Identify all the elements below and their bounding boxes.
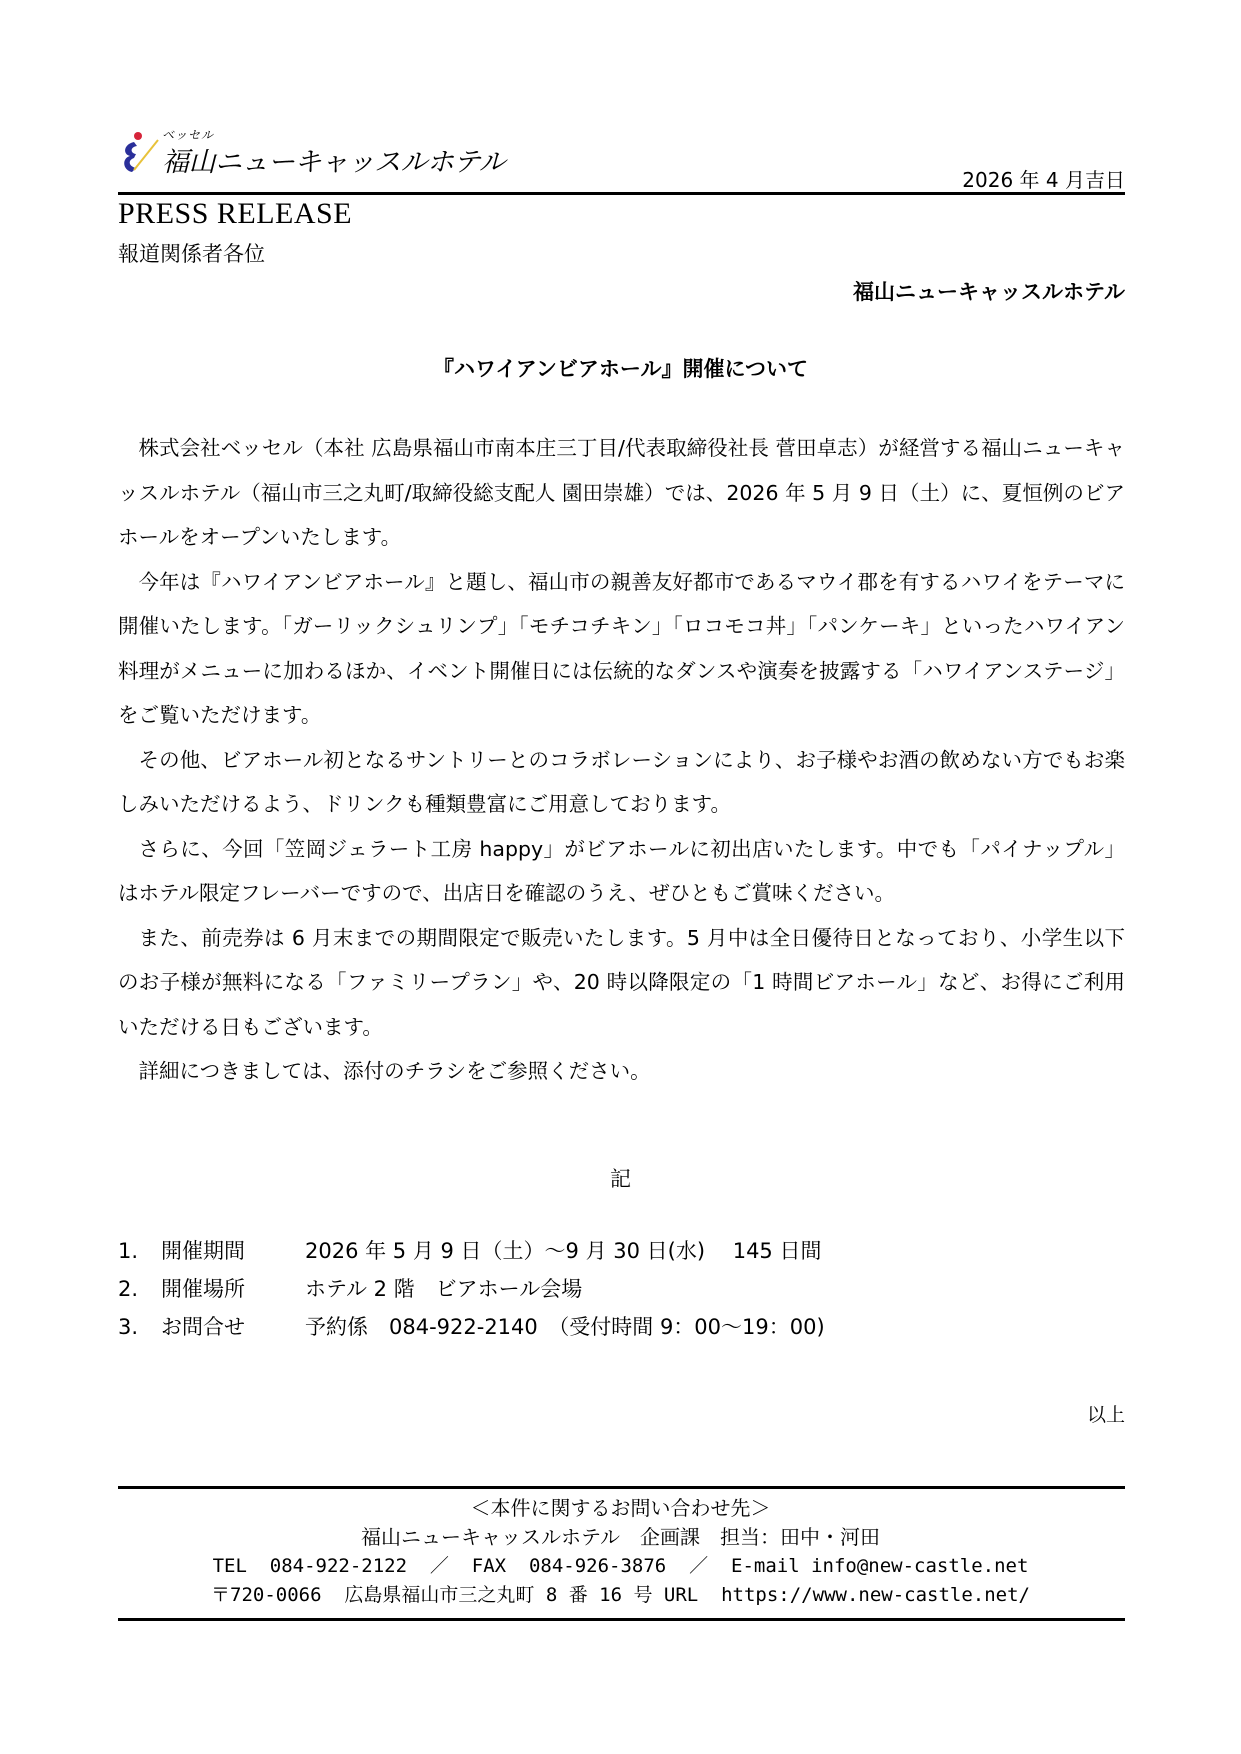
contact-heading: ＜本件に関するお問い合わせ先＞: [470, 1496, 771, 1520]
logo-kana: ベッセル: [162, 128, 215, 142]
contact-tel-fax-email: TEL 084-922-2122 ／ FAX 084-926-3876 ／ E-mail info@new-castle.net: [212, 1555, 1029, 1577]
issue-date: 2026 年 4 月吉日: [962, 168, 1125, 192]
body-paragraph: 詳細につきましては、添付のチラシをご参照ください。: [138, 1059, 651, 1083]
sender: 福山ニューキャッスルホテル: [853, 280, 1125, 304]
press-release-heading: PRESS RELEASE: [118, 197, 353, 230]
item-value: 予約係 084-922-2140 （受付時間 9：00～19：00): [305, 1315, 825, 1339]
logo-mark-icon: [120, 128, 160, 176]
body-paragraph: その他、ビアホール初となるサントリーとのコラボレーションにより、お子様やお酒の飲めない方でもお楽しみいただけるよう、ドリンクも種類豊富にご用意しております。: [118, 747, 1125, 816]
closing-mark: 以上: [1086, 1404, 1125, 1426]
ki-heading: 記: [610, 1167, 631, 1191]
item-label: 開催期間: [161, 1239, 245, 1263]
details-item: [118, 1232, 825, 1270]
contact-address-url: 〒720-0066 広島県福山市三之丸町 8 番 16 号 URL https://www.new-castle.net/: [211, 1584, 1030, 1606]
body-paragraph: 今年は『ハワイアンビアホール』と題し、福山市の親善友好都市であるマウイ郡を有するハワイをテーマに開催いたします。「ガーリックシュリンプ」「モチコチキン」「ロコモコ丼」「パンケーキ」といったハワイアン料理がメニューに加わるほか、イベント開催日には伝統的なダンスや演奏を披露する「ハワイアンステージ」をご覧いただけます。: [118, 569, 1125, 727]
body-paragraph: 株式会社ベッセル（本社 広島県福山市南本庄三丁目/代表取締役社長 菅田卓志）が経営する福山ニューキャッスルホテル（福山市三之丸町/取締役総支配人 園田崇雄）では、2026 年 5 月 9 日（土）に、夏恒例のビアホールをオープンいたします。: [118, 436, 1125, 549]
item-number: 3.: [118, 1315, 139, 1339]
item-label: 開催場所: [161, 1277, 245, 1301]
details-list: [118, 1232, 825, 1346]
logo-name: 福山ニューキャッスルホテル: [162, 147, 506, 178]
hotel-logo: [120, 126, 506, 178]
contact-department: 福山ニューキャッスルホテル 企画課 担当：田中・河田: [361, 1525, 880, 1549]
item-number: 2.: [118, 1277, 139, 1301]
addressee: 報道関係者各位: [118, 242, 265, 266]
document-title: 『ハワイアンビアホール』開催について: [432, 357, 809, 381]
item-value: 2026 年 5 月 9 日（土）～9 月 30 日(水) 145 日間: [305, 1239, 822, 1263]
body-paragraph: さらに、今回「笠岡ジェラート工房 happy」がビアホールに初出店いたします。中でも「パイナップル」はホテル限定フレーバーですので、出店日を確認のうえ、ぜひともご賞味ください。: [118, 836, 1125, 905]
footer-divider-top: [118, 1486, 1125, 1489]
item-number: 1.: [118, 1239, 139, 1263]
header-divider: [118, 192, 1125, 195]
details-item: [118, 1308, 825, 1346]
body-text: [118, 426, 1125, 1094]
item-value: ホテル 2 階 ビアホール会場: [305, 1277, 583, 1301]
contact-block: [0, 1494, 1241, 1610]
body-paragraph: また、前売券は 6 月末までの期間限定で販売いたします。5 月中は全日優待日となっており、小学生以下のお子様が無料になる「ファミリープラン」や、20 時以降限定の「1 時間ビアホール」など、お得にご利用いただける日もございます。: [118, 925, 1125, 1039]
item-label: お問合せ: [161, 1315, 245, 1339]
details-item: [118, 1270, 825, 1308]
footer-divider-bottom: [118, 1618, 1125, 1621]
